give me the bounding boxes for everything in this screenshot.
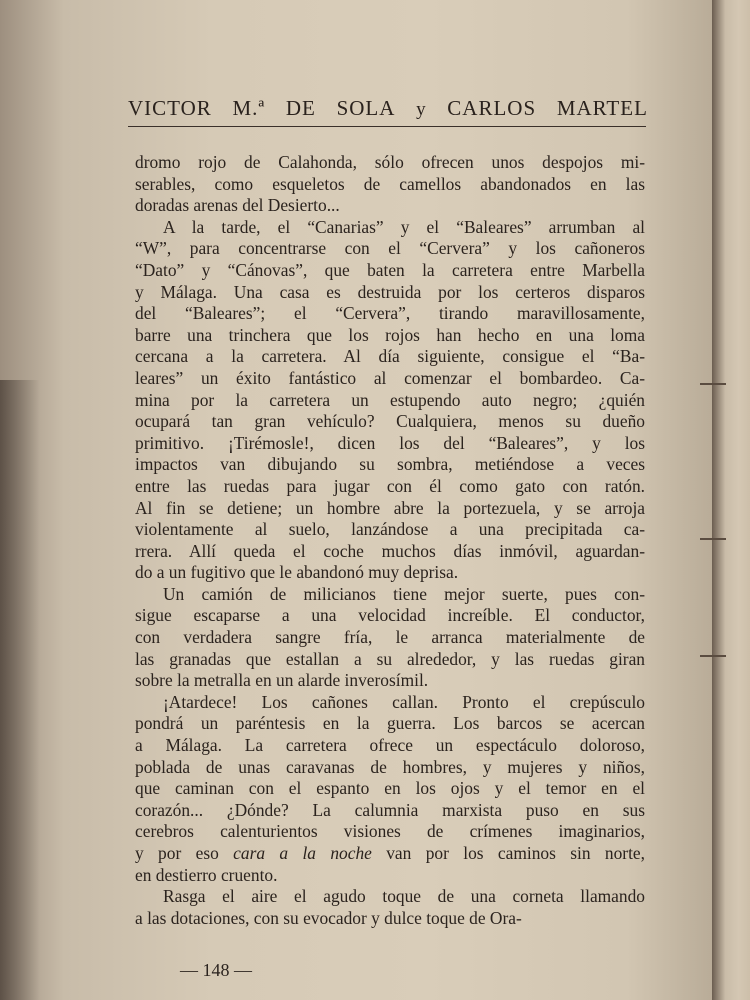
text-line: impactos van dibujando su sombra, metiéndose a veces [135, 454, 645, 475]
text-line: serables, como esqueletos de camellos abandonados en las [135, 173, 645, 194]
text-line: primitivo. ¡Tirémosle!, dicen los del “Baleares”, y los [135, 432, 645, 453]
text-line: dromo rojo de Calahonda, sólo ofrecen unos despojos mi- [135, 152, 645, 172]
paragraph [135, 152, 645, 217]
body-text [135, 152, 645, 929]
paragraph [135, 692, 645, 886]
text-line: violentamente al suelo, lanzándose a una precipitada ca- [135, 519, 645, 540]
text-line: rrera. Allí queda el coche muchos días inmóvil, aguardan- [135, 540, 645, 561]
text-line: mina por la carretera un estupendo auto negro; ¿quién [135, 389, 645, 410]
text-line: A la tarde, el “Canarias” y el “Baleares” arrumban al [163, 216, 645, 237]
header-word: SOLA [336, 96, 396, 120]
header-word: CARLOS [447, 96, 537, 120]
text-line: sigue escaparse a una velocidad increíble. El conductor, [135, 605, 645, 626]
page-shadow [0, 380, 40, 1000]
text-line: corazón... ¿Dónde? La calumnia marxista puso en sus [135, 799, 645, 820]
text-line: Rasga el aire el agudo toque de una corneta llamando [163, 886, 645, 907]
page-number: — 148 — [180, 960, 252, 980]
header-rule [128, 126, 646, 127]
header-word: M.ª [232, 96, 266, 120]
header-word: DE [285, 96, 316, 120]
text-line: “Dato” y “Cánovas”, que baten la carretera entre Marbella [135, 259, 645, 280]
text-line: cerebros calenturientos visiones de crímenes imaginarios, [135, 821, 645, 842]
binding-thread-mark [700, 655, 726, 657]
text-line: entre las ruedas para jugar con él como gato con ratón. [135, 475, 645, 496]
text-line: que caminan con el espanto en los ojos y el temor en el [135, 778, 645, 799]
text-line: Al fin se detiene; un hombre abre la portezuela, y se arroja [135, 497, 645, 518]
text-line: poblada de unas caravanas de hombres, y mujeres y niños, [135, 756, 645, 777]
text-line: y Málaga. Una casa es destruida por los certeros disparos [135, 281, 645, 302]
text-line: con verdadera sangre fría, le arranca materialmente de [135, 627, 645, 648]
text-line: a las dotaciones, con su evocador y dulce toque de Ora- [135, 907, 522, 928]
text-line: cercana a la carretera. Al día siguiente, consigue el “Ba- [135, 346, 645, 367]
header-word: VICTOR [128, 96, 212, 120]
text-line: sobre la metralla en un alarde inverosímil. [135, 670, 429, 691]
text-line: del “Baleares”; el “Cervera”, tirando maravillosamente, [135, 303, 645, 324]
binding-thread-mark [700, 538, 726, 540]
text-line: leares” un éxito fantástico al comenzar el bombardeo. Ca- [135, 367, 645, 388]
text-line: Un camión de milicianos tiene mejor suerte, pues con- [163, 583, 645, 604]
text-line: doradas arenas del Desierto... [135, 195, 340, 216]
text-line: en destierro cruento. [135, 864, 278, 885]
binding-thread-mark [700, 383, 726, 385]
paragraph [135, 886, 645, 929]
paragraph [135, 584, 645, 692]
text-line: ¡Atardece! Los cañones callan. Pronto el crepúsculo [163, 691, 645, 712]
book-spine [712, 0, 750, 1000]
text-line: do a un fugitivo que le abandonó muy deprisa. [135, 562, 459, 583]
header-word: y [416, 99, 427, 120]
text-line: “W”, para concentrarse con el “Cervera” y los cañoneros [135, 238, 645, 259]
text-line: las granadas que estallan a su alrededor, y las ruedas giran [135, 648, 645, 669]
text-line: y por eso cara a la noche van por los caminos sin norte, [135, 843, 645, 863]
header-word: MARTEL [556, 96, 648, 120]
text-line: a Málaga. La carretera ofrece un espectáculo doloroso, [135, 735, 645, 756]
paragraph [135, 217, 645, 584]
text-line: ocupará tan gran vehículo? Cualquiera, menos su dueño [135, 411, 645, 432]
text-line: pondrá un paréntesis en la guerra. Los barcos se acercan [135, 713, 645, 734]
text-line: barre una trinchera que los rojos han hecho en una loma [135, 324, 645, 345]
